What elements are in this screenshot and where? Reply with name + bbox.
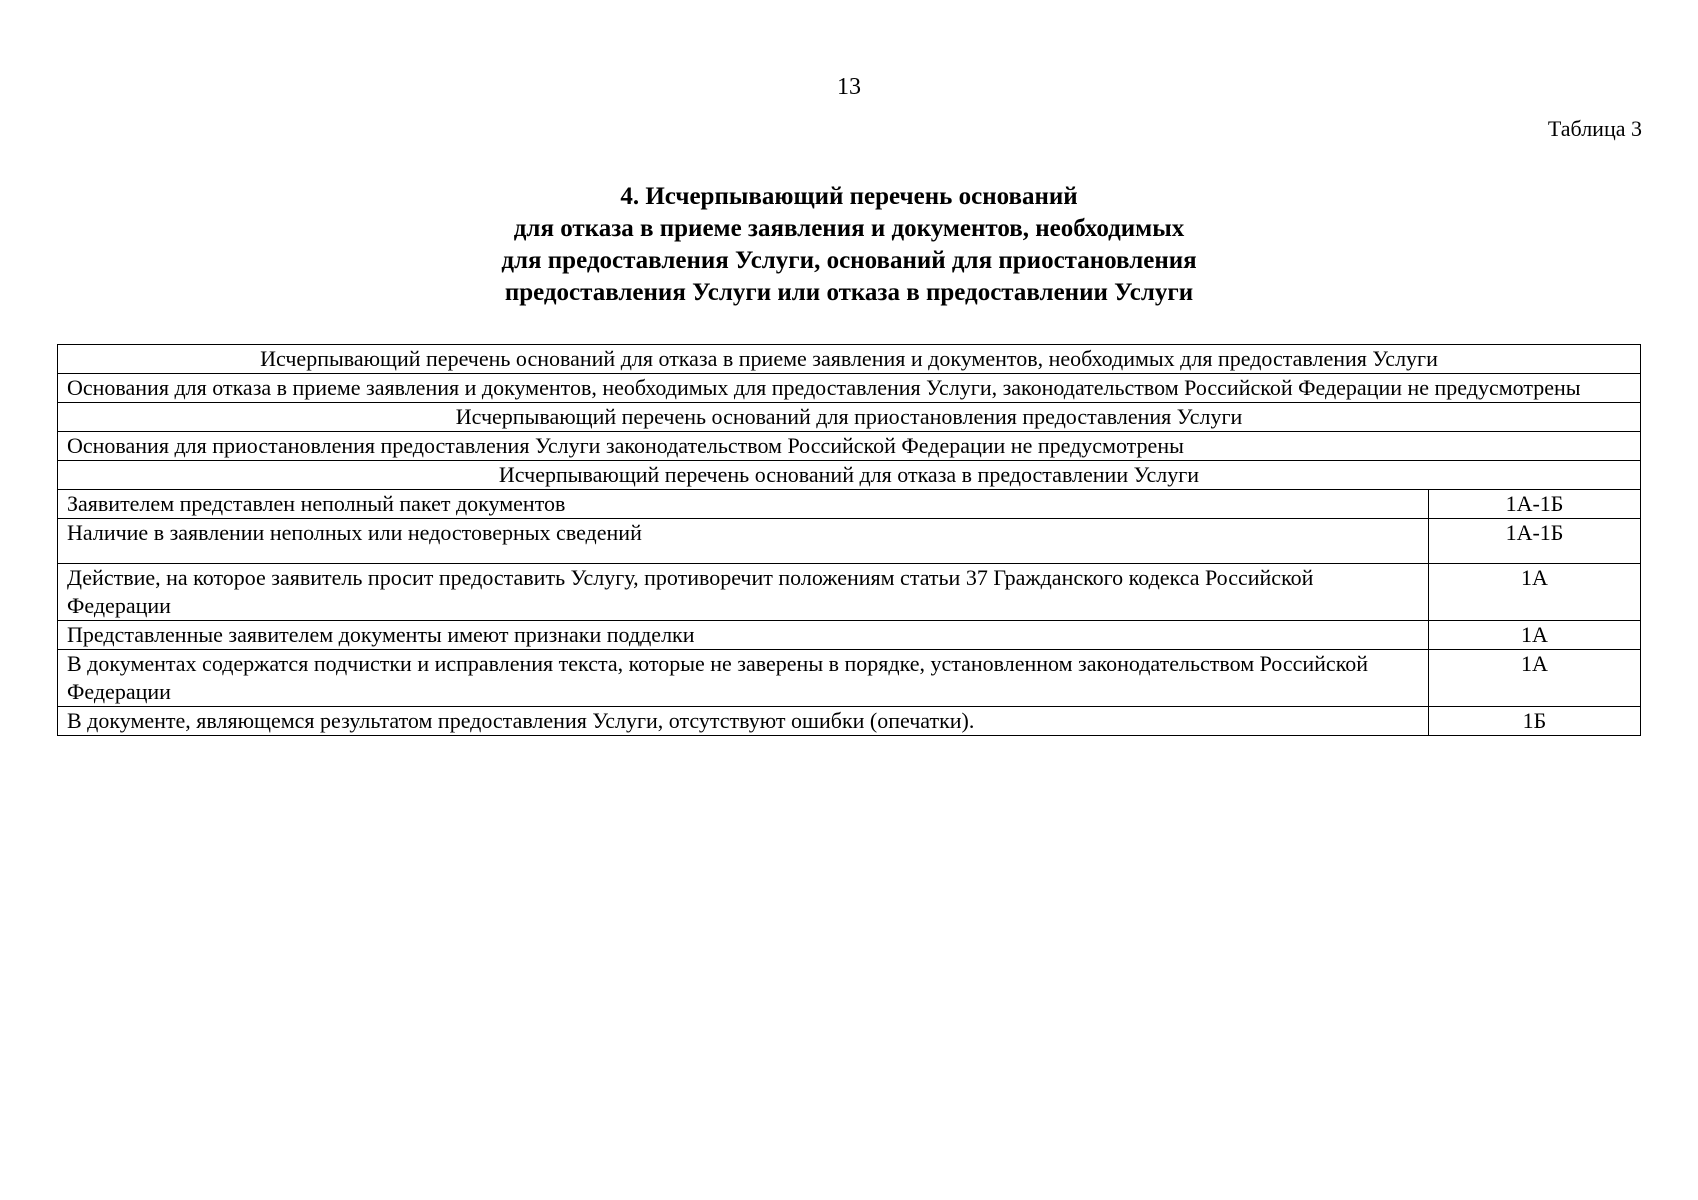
grounds-table [57,344,1641,736]
reference-cell: 1А [1429,564,1641,621]
reason-cell: Заявителем представлен неполный пакет документов [58,490,1429,519]
table-label: Таблица 3 [1547,116,1642,141]
page-number: 13 [837,74,861,100]
table-row [58,519,1641,564]
reference-cell: 1Б [1429,707,1641,736]
reference-cell: 1А [1429,621,1641,650]
section-title [0,181,1698,309]
table-section-header-row [58,345,1641,374]
reason-cell: Наличие в заявлении неполных или недостоверных сведений [58,519,1429,564]
table-row [58,374,1641,403]
reason-cell: Представленные заявителем документы имеют признаки подделки [58,621,1429,650]
reference-cell: 1А [1429,650,1641,707]
table-row [58,707,1641,736]
table-section-header-row [58,461,1641,490]
section-title-line: для предоставления Услуги, оснований для приостановления [501,247,1197,274]
suspension-header: Исчерпывающий перечень оснований для приостановления предоставления Услуги [58,403,1641,432]
suspension-text: Основания для приостановления предоставления Услуги законодательством Российской Федерации не предусмотрены [58,432,1641,461]
reason-cell: В документах содержатся подчистки и исправления текста, которые не заверены в порядке, установленном законодательством Российской Федерации [58,650,1429,707]
refusal-reception-text: Основания для отказа в приеме заявления и документов, необходимых для предоставления Услуги, законодательством Российской Федерации не предусмотрены [58,374,1641,403]
refusal-reception-header: Исчерпывающий перечень оснований для отказа в приеме заявления и документов, необходимых для предоставления Услуги [58,345,1641,374]
section-title-line: предоставления Услуги или отказа в предоставлении Услуги [504,279,1194,306]
reference-cell: 1А-1Б [1429,519,1641,564]
reason-cell: Действие, на которое заявитель просит предоставить Услугу, противоречит положениям статьи 37 Гражданского кодекса Российской Федерации [58,564,1429,621]
section-title-line: 4. Исчерпывающий перечень оснований [620,183,1078,210]
reference-cell: 1А-1Б [1429,490,1641,519]
table-row [58,621,1641,650]
refusal-service-header: Исчерпывающий перечень оснований для отказа в предоставлении Услуги [58,461,1641,490]
table-row [58,650,1641,707]
reason-cell: В документе, являющемся результатом предоставления Услуги, отсутствуют ошибки (опечатки). [58,707,1429,736]
table-row [58,490,1641,519]
section-title-line: для отказа в приеме заявления и документов, необходимых [513,215,1185,242]
table-row [58,432,1641,461]
table-section-header-row [58,403,1641,432]
table-row [58,564,1641,621]
